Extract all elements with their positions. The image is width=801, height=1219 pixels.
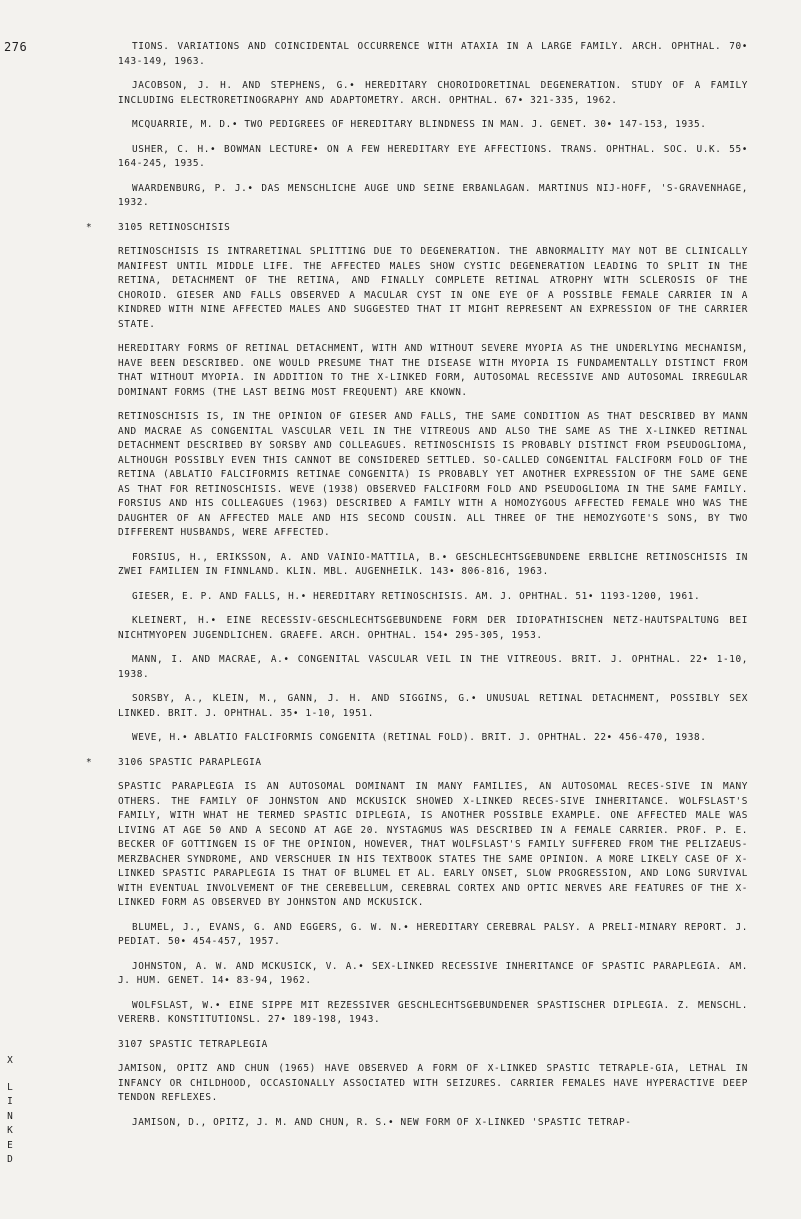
page-number: 276 (4, 40, 28, 54)
reference: TIONS. VARIATIONS AND COINCIDENTAL OCCURRENCE WITH ATAXIA IN A LARGE FAMILY. ARCH. OPHTHAL. 70• 143-149, 1963. (118, 41, 748, 67)
reference: WEVE, H.• ABLATIO FALCIFORMIS CONGENITA (RETINAL FOLD). BRIT. J. OPHTHAL. 22• 456-470, 1938. (132, 732, 707, 743)
paragraph: SPASTIC PARAPLEGIA IS AN AUTOSOMAL DOMINANT IN MANY FAMILIES, AN AUTOSOMAL RECES-SIVE IN MANY OTHERS. THE FAMILY OF JOHNSTON AND MCKUSICK SHOWED X-LINKED RECES-SIVE INHERITANCE. WOLFSLAST'S FAMILY, WITH WHAT HE TERMED SPASTIC DIPLEGIA, IS ANOTHER POSSIBLE EXAMPLE. ONE AFFECTED MALE WAS LIVING AT AGE 50 AND A SECOND AT AGE 20. NYSTAGMUS WAS DESCRIBED IN A FEMALE CARRIER. PROF. P. E. BECKER OF GOTTINGEN IS OF THE OPINION, HOWEVER, THAT WOLFSLAST'S FAMILY SUFFERED FROM THE PELIZAEUS-MERZBACHER SYNDROME, AND VERSCHUER IN HIS TEXTBOOK STATES THE SAME OPINION. A MORE LIKELY CASE OF X-LINKED SPASTIC PARAPLEGIA IS THAT OF BLUMEL ET AL. EARLY ONSET, SLOW PROGRESSION, AND LONG SURVIVAL WITH EVENTUAL INVOLVEMENT OF THE CEREBELLUM, CEREBRAL CORTEX AND OPTIC NERVES ARE FEATURES OF THE X-LINKED FORM AS OBSERVED BY JOHNSTON AND MCKUSICK. (118, 781, 748, 908)
x-linked-margin-marker (4, 1054, 16, 1168)
reference: KLEINERT, H.• EINE RECESSIV-GESCHLECHTSGEBUNDENE FORM DER IDIOPATHISCHEN NETZ-HAUTSPALTUNG BEI NICHTMYOPEN JUGENDLICHEN. GRAEFE. ARCH. OPHTHAL. 154• 295-305, 1953. (118, 615, 748, 641)
paragraph: HEREDITARY FORMS OF RETINAL DETACHMENT, WITH AND WITHOUT SEVERE MYOPIA AS THE UNDERLYING MECHANISM, HAVE BEEN DESCRIBED. ONE WOULD PRESUME THAT THE DISEASE WITH MYOPIA IS FUNDAMENTALLY DISTINCT FROM THAT WITHOUT MYOPIA. IN ADDITION TO THE X-LINKED FORM, AUTOSOMAL RECESSIVE AND AUTOSOMAL IRREGULAR DOMINANT FORMS (THE LAST BEING MOST FREQUENT) ARE KNOWN. (118, 343, 748, 398)
reference: JOHNSTON, A. W. AND MCKUSICK, V. A.• SEX-LINKED RECESSIVE INHERITANCE OF SPASTIC PARAPLEGIA. AM. J. HUM. GENET. 14• 83-94, 1962. (118, 960, 748, 986)
paragraph: RETINOSCHISIS IS INTRARETINAL SPLITTING DUE TO DEGENERATION. THE ABNORMALITY MAY NOT BE CLINICALLY MANIFEST UNTIL MIDDLE LIFE. THE AFFECTED MALES SHOW CYSTIC DEGENERATION LEADING TO SPLIT IN THE RETINA, DETACHMENT OF THE RETINA, AND FINALLY COMPLETE RETINAL ATROPHY WITH SCLEROSIS OF THE CHOROID. GIESER AND FALLS OBSERVED A MACULAR CYST IN ONE EYE OF A POSSIBLE FEMALE CARRIER IN A KINDRED WITH NINE AFFECTED MALES AND SUGGESTED THAT IT MIGHT REPRESENT AN EXPRESSION OF THE CARRIER STATE. (118, 246, 748, 330)
x-mark: X (7, 1055, 13, 1066)
reference: MANN, I. AND MACRAE, A.• CONGENITAL VASCULAR VEIL IN THE VITREOUS. BRIT. J. OPHTHAL. 22• 1-10, 1938. (118, 654, 748, 680)
entry-title: 3105 RETINOSCHISIS (118, 221, 231, 233)
reference: WAARDENBURG, P. J.• DAS MENSCHLICHE AUGE UND SEINE ERBANLAGAN. MARTINUS NIJ-HOFF, 'S-GRAVENHAGE, 1932. (118, 182, 748, 208)
reference: WOLFSLAST, W.• EINE SIPPE MIT REZESSIVER GESCHLECHTSGEBUNDENER SPASTISCHER DIPLEGIA. Z. MENSCHL. VERERB. KONSTITUTIONSL. 27• 189-198, 1943. (118, 999, 748, 1025)
reference: JACOBSON, J. H. AND STEPHENS, G.• HEREDITARY CHOROIDORETINAL DEGENERATION. STUDY OF A FAMILY INCLUDING ELECTRORETINOGRAPHY AND ADAPTOMETRY. ARCH. OPHTHAL. 67• 321-335, 1962. (118, 80, 748, 106)
reference: BLUMEL, J., EVANS, G. AND EGGERS, G. W. N.• HEREDITARY CEREBRAL PALSY. A PRELI-MINARY REPORT. J. PEDIAT. 50• 454-457, 1957. (118, 921, 748, 947)
entry-title: 3106 SPASTIC PARAPLEGIA (118, 756, 262, 768)
reference: MCQUARRIE, M. D.• TWO PEDIGREES OF HEREDITARY BLINDNESS IN MAN. J. GENET. 30• 147-153, 1935. (132, 119, 707, 130)
asterisk-marker: * (86, 756, 93, 768)
margin-letter: N (7, 1110, 13, 1122)
page-body (86, 40, 748, 1140)
entry-heading (86, 221, 748, 236)
margin-letter: D (7, 1154, 13, 1165)
asterisk-marker: * (86, 221, 93, 233)
margin-letter: I (7, 1096, 13, 1107)
reference: SORSBY, A., KLEIN, M., GANN, J. H. AND SIGGINS, G.• UNUSUAL RETINAL DETACHMENT, POSSIBLY SEX LINKED. BRIT. J. OPHTHAL. 35• 1-10, 1951. (118, 693, 748, 719)
reference: JAMISON, D., OPITZ, J. M. AND CHUN, R. S.• NEW FORM OF X-LINKED 'SPASTIC TETRAP- (132, 1116, 632, 1128)
entry-title: 3107 SPASTIC TETRAPLEGIA (118, 1038, 268, 1050)
reference: FORSIUS, H., ERIKSSON, A. AND VAINIO-MATTILA, B.• GESCHLECHTSGEBUNDENE ERBLICHE RETINOSCHISIS IN ZWEI FAMILIEN IN FINNLAND. KLIN. MBL. AUGENHEILK. 143• 806-816, 1963. (118, 551, 748, 577)
reference: USHER, C. H.• BOWMAN LECTURE• ON A FEW HEREDITARY EYE AFFECTIONS. TRANS. OPHTHAL. SOC. U.K. 55• 164-245, 1935. (118, 143, 748, 169)
paragraph: RETINOSCHISIS IS, IN THE OPINION OF GIESER AND FALLS, THE SAME CONDITION AS THAT DESCRIBED BY MANN AND MACRAE AS CONGENITAL VASCULAR VEIL IN THE VITREOUS AND ALSO THE SAME AS THE X-LINKED RETINAL DETACHMENT DESCRIBED BY SORSBY AND COLLEAGUES. RETINOSCHISIS IS PROBABLY DISTINCT FROM PSEUDOGLIOMA, ALTHOUGH POSSIBLY EVEN THIS CANNOT BE CONSIDERED SETTLED. SO-CALLED CONGENITAL FALCIFORM FOLD OF THE RETINA (ABLATIO FALCIFORMIS RETINAE CONGENITA) IS PROBABLY YET ANOTHER EXPRESSION OF THE SAME GENE AS THAT FOR RETINOSCHISIS. WEVE (1938) OBSERVED FALCIFORM FOLD AND PSEUDOGLIOMA IN THE SAME FAMILY. FORSIUS AND HIS COLLEAGUES (1963) DESCRIBED A FAMILY WITH A HOMOZYGOUS AFFECTED FEMALE WHO WAS THE DAUGHTER OF AN AFFECTED MALE AND HIS SECOND COUSIN. ALL THREE OF THE HEMOZYGOTE'S SONS, BY TWO DIFFERENT HUSBANDS, WERE AFFECTED. (118, 411, 748, 538)
reference: GIESER, E. P. AND FALLS, H.• HEREDITARY RETINOSCHISIS. AM. J. OPHTHAL. 51• 1193-1200, 1961. (132, 590, 701, 602)
paragraph: JAMISON, OPITZ AND CHUN (1965) HAVE OBSERVED A FORM OF X-LINKED SPASTIC TETRAPLE-GIA, LETHAL IN INFANCY OR CHILDHOOD, OCCASIONALLY ASSOCIATED WITH SEIZURES. CARRIER FEMALES HAVE HYPERACTIVE DEEP TENDON REFLEXES. (118, 1063, 748, 1103)
margin-letter: E (7, 1139, 13, 1151)
entry-heading (86, 756, 748, 771)
margin-letter: L (7, 1081, 13, 1093)
margin-letter: K (7, 1125, 13, 1136)
entry-heading (118, 1038, 748, 1053)
